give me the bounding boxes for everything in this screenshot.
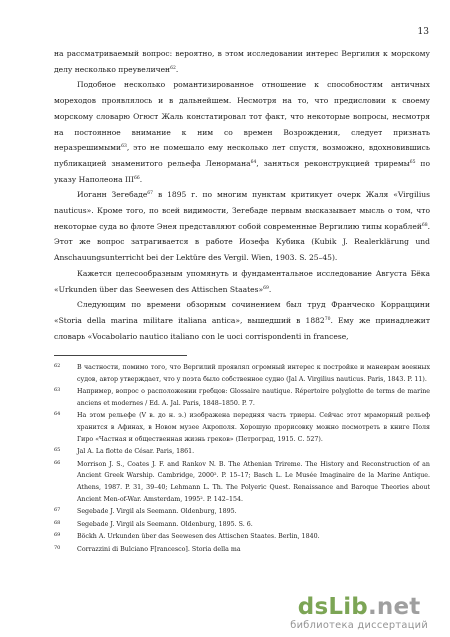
footnote-number: 65 xyxy=(54,447,61,454)
dslib-watermark[interactable] xyxy=(290,596,428,631)
paragraph xyxy=(54,297,430,344)
paragraph-text: . Ему же принадлежит словарь «Vocabolario nautico italiano con le uoci corrispondenti in francese, xyxy=(54,315,430,341)
paragraph xyxy=(54,266,430,297)
page-number: 13 xyxy=(417,27,429,37)
paragraph xyxy=(54,77,430,187)
footnotes xyxy=(54,362,430,557)
footnote-separator xyxy=(54,355,187,356)
paragraph-text: . xyxy=(175,64,179,74)
footnote-text: На этом рельефе (V в. до н. э.) изображена передняя часть триеры. Сейчас этот мраморный рельеф хранится в Афинах, в Новом музее Акрополя. Хорошую прорисовку можно посмотреть в книге Поля Гиро «Частная и общественная жизнь греков» (Петроград, 1915. С. 527). xyxy=(77,412,430,443)
paragraph xyxy=(54,187,430,266)
footnote xyxy=(54,544,430,556)
paragraph-text: в 1895 г. по многим пунктам критикует очерк Жаля «Virgilius nauticus». Кроме того, по всей видимости, Зегебаде первым высказывает мысль о том, что некоторые суда во флоте Энея представляют собой современные Вергилию типы кораблей xyxy=(54,190,430,231)
footnote-number: 70 xyxy=(54,544,61,551)
footnote-ref[interactable]: 64 xyxy=(250,159,257,165)
footnote-ref[interactable]: 62 xyxy=(170,65,176,71)
paragraph-text: Следующим по времени обзорным сочинением был труд Франческо Корраццини «Storia della marina militare italiana antica», вышедший в 1882 xyxy=(54,300,430,325)
footnote-text: Например, вопрос о расположении гребцов: Glossaire nautique. Répertoire polyglotte de terms de marine anciens et modernes / Ed. A. Jal. Paris, 1848–1850. P. 7. xyxy=(77,388,430,407)
footnote xyxy=(54,362,430,385)
footnote-text: Böckh A. Urkunden über das Seewesen des Attischen Staates. Berlin, 1840. xyxy=(77,533,320,541)
paragraph-text: , заняться реконструкцией триремы xyxy=(256,158,410,168)
paragraph xyxy=(54,46,430,77)
footnote-ref[interactable]: 70 xyxy=(324,316,331,322)
footnote-ref[interactable]: 65 xyxy=(409,159,416,165)
paragraph-text: , это не помешало ему несколько лет спустя, возможно, вдохновившись публикацией знаменитого рельефа Ленормана xyxy=(54,143,430,168)
footnote-ref[interactable]: 63 xyxy=(121,144,127,150)
footnote-number: 67 xyxy=(54,507,61,514)
paragraph-text: . Этот же вопрос затрагивается в работе Иозефа Кубика (Kubik J. Realerklärung und Anschauungsunterricht bei der Lektüre des Vergil. Wien, 1903. S. 25–45). xyxy=(54,221,430,263)
watermark-logo: dsLib.net xyxy=(297,594,421,621)
footnote-ref[interactable]: 67 xyxy=(147,191,154,197)
footnote-text: Segebade J. Virgil als Seemann. Oldenburg, 1895. xyxy=(77,508,237,516)
paragraph-text: на рассматриваемый вопрос: вероятно, в этом исследовании интерес Вергилия к морскому делу несколько преувеличен xyxy=(54,49,430,74)
paragraph-text: Кажется целесообразным упомянуть и фундаментальное исследование Августа Бёка «Urkunden über das Seewesen des Attischen Staates» xyxy=(54,268,430,294)
paragraph-text: . xyxy=(139,174,143,184)
footnote xyxy=(54,410,430,445)
footnote-text: Segebade J. Virgil als Seemann. Oldenburg, 1895. S. 6. xyxy=(77,520,253,528)
footnote-number: 68 xyxy=(54,519,61,526)
paragraph-text: Подобное несколько романтизированное отношение к способностям античных мореходов проявлялось и в дальнейшем. Несмотря на то, что предисловии к своему морскому словарю Огюст Жаль констатировал тот факт, что некоторые вопросы, несмотря на постоянное внимание к ним со времен Возрождения, следует признать неразрешимыми xyxy=(54,80,430,153)
footnote-text: В частности, помимо того, что Вергилий проявлял огромный интерес к постройке и маневрам военных судов, автор утверждает, что у поэта было собственное судно (Jal A. Virgilius nauticus. Paris, 1843. P. 11). xyxy=(77,364,430,383)
footnote-number: 69 xyxy=(54,532,61,539)
footnote-number: 62 xyxy=(54,363,61,369)
footnote xyxy=(54,506,430,518)
footnote-ref[interactable]: 66 xyxy=(133,175,140,181)
paragraph-text: по указу Наполеона III xyxy=(54,158,430,184)
paragraph-text: Иоганн Зегебаде xyxy=(77,190,148,200)
footnote-text: Corrazzini di Bulciano F[rancesco]. Storia della ma xyxy=(77,545,241,553)
footnote-number: 66 xyxy=(54,459,61,466)
footnote xyxy=(54,531,430,543)
paragraph-text: . xyxy=(268,284,272,294)
footnote xyxy=(54,446,430,458)
watermark-subtitle: библиотека диссертаций xyxy=(290,620,428,632)
main-text xyxy=(54,46,430,344)
footnote xyxy=(54,459,430,505)
footnote-number: 64 xyxy=(54,411,61,418)
footnote xyxy=(54,386,430,409)
footnote xyxy=(54,519,430,531)
footnote-ref[interactable]: 68 xyxy=(421,222,428,228)
footnote-text: Jal A. La flotte de César. Paris, 1861. xyxy=(77,448,195,456)
footnote-ref[interactable]: 69 xyxy=(263,285,269,291)
footnote-text: Morrison J. S., Coates J. F. and Rankov N. B. The Athenian Trireme. The History and Reconstruction of an Ancient Greek Warship. Cambridge, 2000². P. 15–17; Basch L. Le Musée Imaginaire de la Marine Antique. Athens, 1987. P. 31, 39–40; Lehmann L. Th. The Polyeric Quest. Renaissance and Baroque Theories about Ancient Men-of-War. Amsterdam, 1995². P. 142–154. xyxy=(77,460,430,503)
footnote-number: 63 xyxy=(54,387,61,394)
